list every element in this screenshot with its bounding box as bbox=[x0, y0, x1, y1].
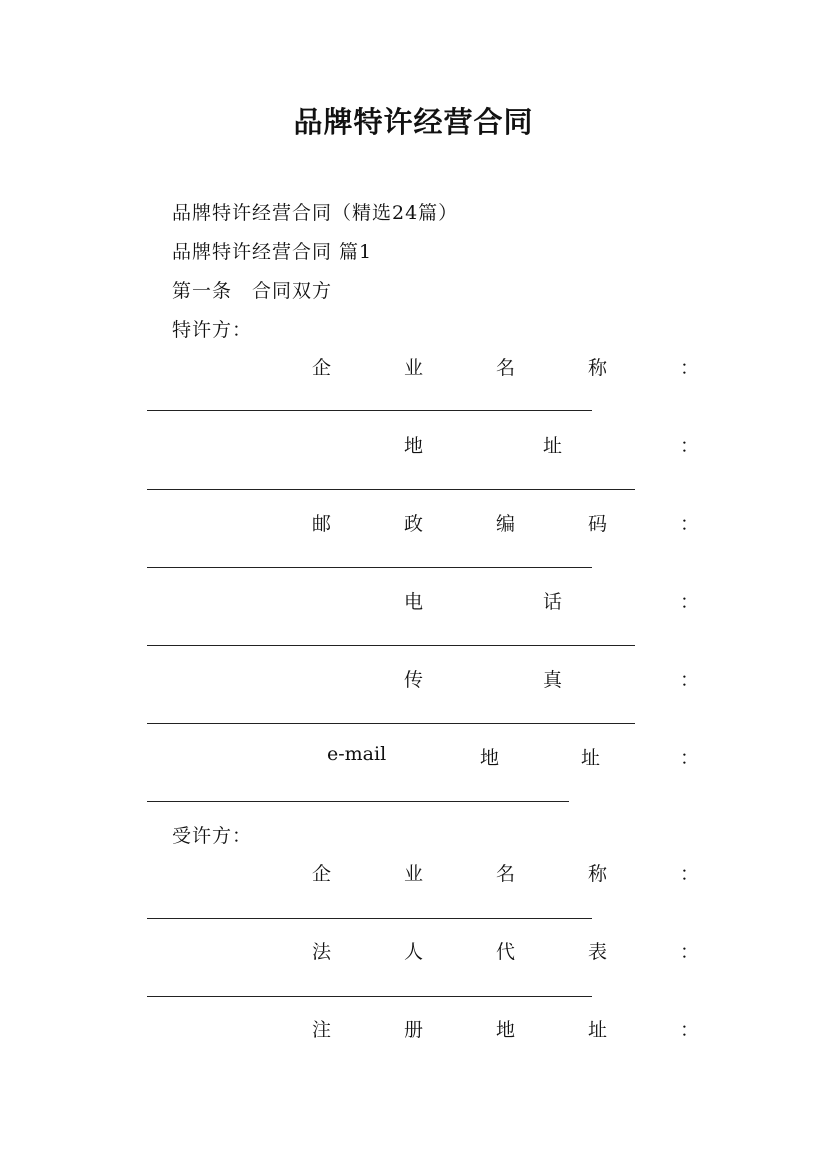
label-char: 传 bbox=[404, 669, 424, 691]
label-char: 人 bbox=[404, 941, 424, 963]
franchisee-legal-rep-label bbox=[0, 937, 827, 967]
franchisor-postal-code-label bbox=[0, 509, 827, 539]
franchisor-email-blank[interactable] bbox=[147, 801, 569, 802]
label-char: 册 bbox=[404, 1019, 424, 1041]
contract-title: 品牌特许经营合同 bbox=[293, 105, 534, 139]
franchisor-address-blank[interactable] bbox=[147, 489, 635, 490]
label-char: 码 bbox=[588, 513, 608, 535]
field-colon: ： bbox=[680, 941, 700, 963]
franchisor-phone-blank[interactable] bbox=[147, 645, 635, 646]
label-char: 表 bbox=[588, 941, 608, 963]
field-colon: ： bbox=[680, 1019, 700, 1041]
field-colon: ： bbox=[680, 863, 700, 885]
label-char: 地 bbox=[404, 435, 424, 457]
label-char: 址 bbox=[581, 747, 601, 769]
franchisor-fax-blank[interactable] bbox=[147, 723, 635, 724]
franchisee-label: 受许方： bbox=[172, 825, 253, 847]
field-colon: ： bbox=[680, 669, 700, 691]
label-char: 址 bbox=[588, 1019, 608, 1041]
field-colon: ： bbox=[680, 591, 700, 613]
label-char: 称 bbox=[588, 357, 608, 379]
label-char: 代 bbox=[496, 941, 516, 963]
label-char: 政 bbox=[404, 513, 424, 535]
franchisee-company-name-blank[interactable] bbox=[147, 918, 592, 919]
field-colon: ： bbox=[680, 435, 700, 457]
label-char: 名 bbox=[496, 357, 516, 379]
franchisee-registered-address-label bbox=[0, 1015, 827, 1045]
section-heading: 品牌特许经营合同 篇1 bbox=[172, 241, 373, 263]
label-char: 地 bbox=[480, 747, 500, 769]
label-char: 业 bbox=[404, 863, 424, 885]
label-char: 址 bbox=[543, 435, 563, 457]
franchisor-company-name-blank[interactable] bbox=[147, 410, 592, 411]
label-char: 话 bbox=[543, 591, 563, 613]
label-char: 企 bbox=[312, 357, 332, 379]
label-char: 注 bbox=[312, 1019, 332, 1041]
franchisor-label: 特许方： bbox=[172, 319, 253, 341]
label-char: 法 bbox=[312, 941, 332, 963]
label-char: 地 bbox=[496, 1019, 516, 1041]
label-char: 真 bbox=[543, 669, 563, 691]
franchisor-address-label bbox=[0, 431, 827, 461]
field-colon: ： bbox=[680, 747, 700, 769]
label-char: 邮 bbox=[312, 513, 332, 535]
field-colon: ： bbox=[680, 513, 700, 535]
label-char: 编 bbox=[496, 513, 516, 535]
article-1-heading: 第一条 合同双方 bbox=[172, 280, 333, 302]
label-char: 称 bbox=[588, 863, 608, 885]
franchisee-legal-rep-blank[interactable] bbox=[147, 996, 592, 997]
franchisee-company-name-label bbox=[0, 859, 827, 889]
intro-line: 品牌特许经营合同（精选24篇） bbox=[172, 202, 459, 224]
label-char: 电 bbox=[404, 591, 424, 613]
label-char: 名 bbox=[496, 863, 516, 885]
franchisor-email-label bbox=[0, 743, 827, 773]
franchisor-company-name-label bbox=[0, 353, 827, 383]
label-char: 企 bbox=[312, 863, 332, 885]
franchisor-postal-code-blank[interactable] bbox=[147, 567, 592, 568]
franchisor-fax-label bbox=[0, 665, 827, 695]
label-text: e-mail bbox=[327, 743, 387, 765]
franchisor-phone-label bbox=[0, 587, 827, 617]
field-colon: ： bbox=[680, 357, 700, 379]
label-char: 业 bbox=[404, 357, 424, 379]
